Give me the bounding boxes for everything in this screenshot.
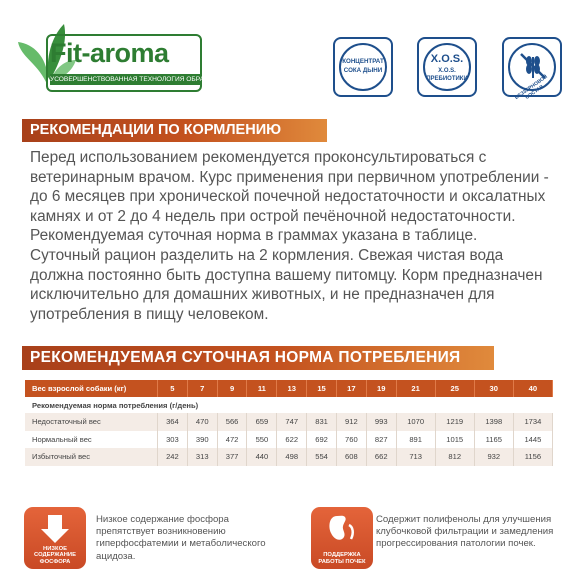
weight-cell: 19	[366, 380, 396, 397]
table-row	[25, 431, 553, 449]
table-cell: 566	[217, 413, 247, 431]
badge-line: X.O.S.	[438, 68, 456, 74]
table-cell: 498	[277, 448, 307, 466]
badge-line: БЕЗЗЕРНОВОЙ СОСТАВ	[513, 74, 549, 101]
icon-caption: ПОДДЕРЖКА РАБОТЫ ПОЧЕК	[318, 552, 366, 565]
weight-cell: 5	[158, 380, 188, 397]
weight-cell: 13	[277, 380, 307, 397]
table-cell: 377	[217, 448, 247, 466]
table-cell: 912	[336, 413, 366, 431]
table-cell: 622	[277, 431, 307, 449]
table-cell: 364	[158, 413, 188, 431]
weight-cell: 11	[247, 380, 277, 397]
table-cell: 1398	[474, 413, 513, 431]
table-cell: 1734	[513, 413, 552, 431]
weight-cell: 17	[336, 380, 366, 397]
norm-table	[25, 380, 553, 466]
logo-tagline: УСОВЕРШЕНСТВОВАННАЯ ТЕХНОЛОГИЯ ОБРАБОТКИ	[50, 76, 227, 83]
table-cell: 313	[187, 448, 217, 466]
badge-grain-free	[502, 37, 562, 101]
table-row	[25, 413, 553, 431]
table-header-row	[25, 380, 553, 397]
table-cell: 303	[158, 431, 188, 449]
table-cell: 891	[396, 431, 435, 449]
table-row	[25, 448, 553, 466]
table-cell: 608	[336, 448, 366, 466]
badge-line: КОНЦЕНТРАТ	[342, 58, 384, 65]
table-cell: 812	[435, 448, 474, 466]
table-cell: 550	[247, 431, 277, 449]
kidney-icon	[327, 513, 357, 545]
low-phosphorus-badge	[24, 507, 86, 569]
table-cell: 1445	[513, 431, 552, 449]
table-cell: 692	[307, 431, 337, 449]
badge-line: СОКА ДЫНИ	[343, 67, 383, 74]
table-cell: 242	[158, 448, 188, 466]
weight-cell: 21	[396, 380, 435, 397]
table-cell: 1070	[396, 413, 435, 431]
weight-cell: 15	[307, 380, 337, 397]
row-label: Избыточный вес	[25, 448, 158, 466]
feeding-text: Перед использованием рекомендуется проконсультироваться с ветеринарным врачом. Курс применения при первичном употреблении - до 6 месяцев при хронической почечной недостаточности и оксалатных камнях и от 2 до 4 недель при острой печёночной недостаточности. Рекомендуемая суточная норма в граммах указана в таблице. Суточный рацион разделить на 2 кормления. Свежая чистая вода должна постоянно быть доступна вашему питомцу. Корм предназначен исключительно для домашних животных, и не предназначен для употребления в пищу человеком.	[30, 149, 549, 323]
logo-name: Fit-aroma	[50, 38, 169, 68]
table-cell: 554	[307, 448, 337, 466]
badge-ring	[423, 43, 471, 91]
norm-section-title: РЕКОМЕНДУЕМАЯ СУТОЧНАЯ НОРМА ПОТРЕБЛЕНИЯ	[22, 346, 494, 370]
weight-cell: 7	[187, 380, 217, 397]
badge-melon-juice	[333, 37, 393, 97]
kidney-support-badge	[311, 507, 373, 569]
table-cell: 713	[396, 448, 435, 466]
kidney-support-text: Содержит полифенолы для улучшения клубочковой фильтрации и замедления прогрессирования патологии почек.	[376, 514, 554, 550]
weight-cell: 40	[513, 380, 552, 397]
table-subheader-row	[25, 397, 553, 413]
table-cell: 993	[366, 413, 396, 431]
badge-line: X.O.S.	[430, 53, 464, 65]
table-cell: 662	[366, 448, 396, 466]
header-label: Вес взрослой собаки (кг)	[25, 380, 158, 397]
weight-cell: 30	[474, 380, 513, 397]
table-cell: 1015	[435, 431, 474, 449]
table-cell: 1219	[435, 413, 474, 431]
table-cell: 747	[277, 413, 307, 431]
table-cell: 1165	[474, 431, 513, 449]
icon-caption: НИЗКОЕ СОДЕРЖАНИЕ ФОСФОРА	[34, 545, 76, 565]
weight-cell: 25	[435, 380, 474, 397]
table-cell: 831	[307, 413, 337, 431]
table-cell: 470	[187, 413, 217, 431]
badge-line: ПРЕБИОТИКИ	[426, 76, 468, 82]
sub-label: Рекомендуемая норма потребления (г/день)	[25, 397, 553, 413]
badge-xos	[417, 37, 477, 97]
table-cell: 440	[247, 448, 277, 466]
row-label: Нормальный вес	[25, 431, 158, 449]
row-label: Недостаточный вес	[25, 413, 158, 431]
table-cell: 1156	[513, 448, 552, 466]
table-cell: 827	[366, 431, 396, 449]
weight-cell: 9	[217, 380, 247, 397]
feeding-section-title: РЕКОМЕНДАЦИИ ПО КОРМЛЕНИЮ	[22, 119, 327, 142]
down-arrow-icon	[40, 513, 70, 545]
low-phosphorus-text: Низкое содержание фосфора препятствует возникновению гиперфосфатемии и метаболического ацидоза.	[96, 514, 266, 562]
table-cell: 472	[217, 431, 247, 449]
table-cell: 390	[187, 431, 217, 449]
table-cell: 760	[336, 431, 366, 449]
table-cell: 659	[247, 413, 277, 431]
table-cell: 932	[474, 448, 513, 466]
